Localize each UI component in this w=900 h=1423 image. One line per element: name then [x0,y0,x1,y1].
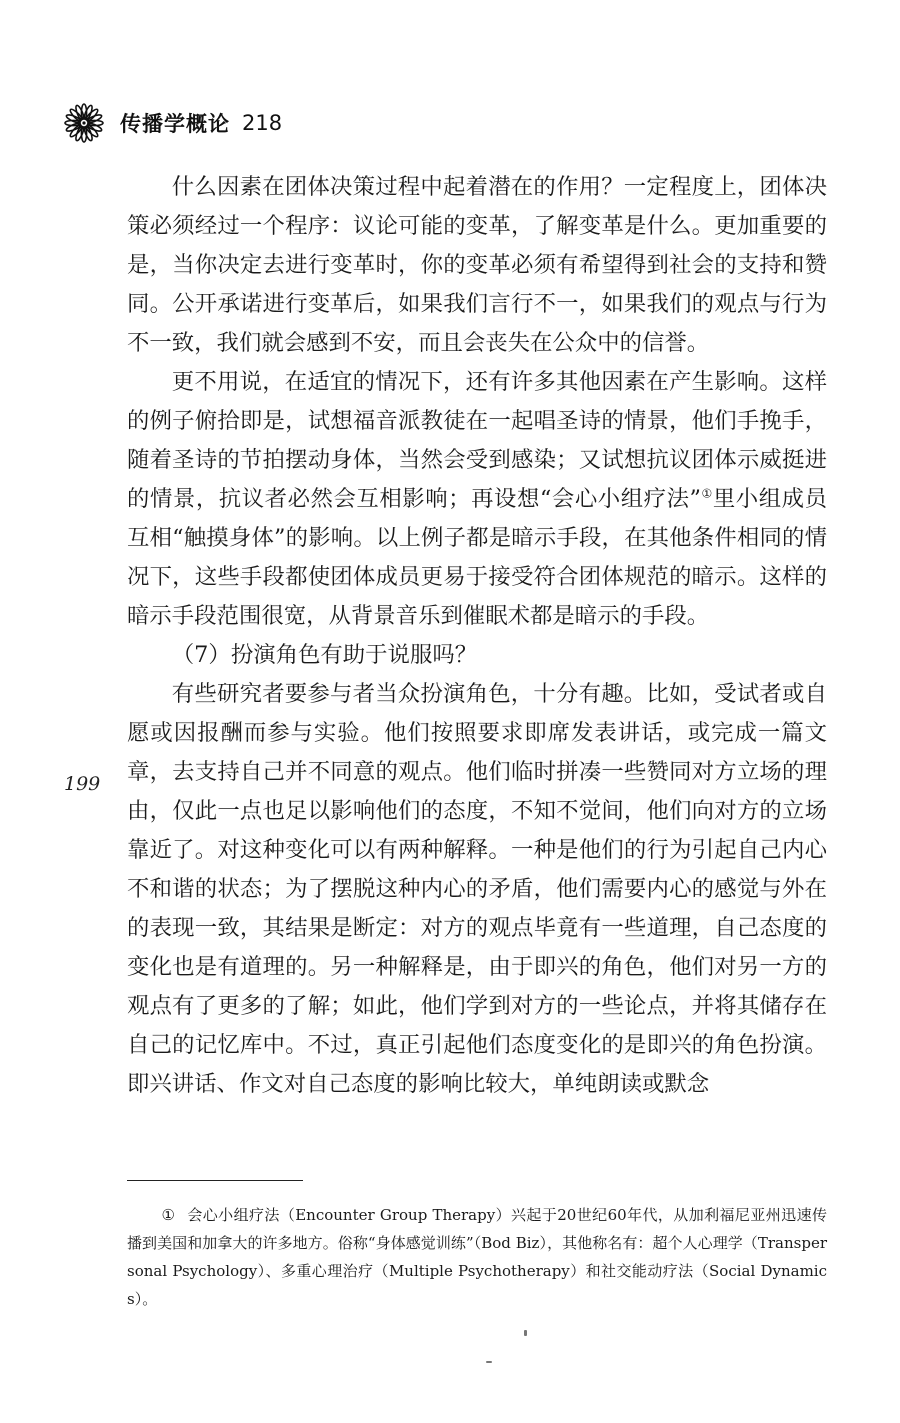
footnote-reference[interactable]: ① [700,486,713,501]
paragraph-other-factors [127,363,827,636]
paragraph-role-playing: 有些研究者要参与者当众扮演角色，十分有趣。比如，受试者或自愿或因报酬而参与实验。他们按照要求即席发表讲话，或完成一篇文章，去支持自己并不同意的观点。他们临时拼凑一些赞同对方立场的理由，仅此一点也足以影响他们的态度，不知不觉间，他们向对方的立场靠近了。对这种变化可以有两种解释。一种是他们的行为引起自己内心不和谐的状态；为了摆脱这种内心的矛盾，他们需要内心的感觉与外在的表现一致，其结果是断定：对方的观点毕竟有一些道理，自己态度的变化也是有道理的。另一种解释是，由于即兴的角色，他们对另一方的观点有了更多的了解；如此，他们学到对方的一些论点，并将其储存在自己的记忆库中。不过，真正引起他们态度变化的是即兴的角色扮演。即兴讲话、作文对自己态度的影响比较大，单纯朗读或默念 [127,681,827,1097]
original-page-number: 199 [64,773,101,795]
footnote-divider [127,1180,303,1181]
paragraph-group-decision: 什么因素在团体决策过程中起着潜在的作用？一定程度上，团体决策必须经过一个程序：议论可能的变革，了解变革是什么。更加重要的是，当你决定去进行变革时，你的变革必须有希望得到社会的支持和赞同。公开承诺进行变革后，如果我们言行不一，如果我们的观点与行为不一致，我们就会感到不安，而且会丧失在公众中的信誉。 [127,174,827,356]
page-number: 218 [242,111,283,135]
running-header [62,100,282,146]
footnotes [127,1201,827,1313]
paragraph-text-part: 更不用说，在适宜的情况下，还有许多其他因素在产生影响。这样的例子俯拾即是，试想福音派教徒在一起唱圣诗的情景，他们手挽手，随着圣诗的节拍摆动身体，当然会受到感染；又试想抗议团体示威挺进的情景，抗议者必然会互相影响；再设想“会心小组疗法” [127,369,827,512]
section-heading: （7）扮演角色有助于说服吗？ [171,642,478,668]
scan-speck [486,1361,492,1363]
footnote-text: 会心小组疗法（Encounter Group Therapy）兴起于20世纪60年代，从加利福尼亚州迅速传播到美国和加拿大的许多地方。俗称“身体感觉训练”（Bod Biz），其他称名有：超个人心理学（Transpersonal Psychology）、多重心理治疗（Multiple Psychotherapy）和社交能动疗法（Social Dynamics）。 [127,1206,827,1308]
main-text [127,168,827,1104]
book-title: 传播学概论 [120,112,230,136]
paragraph-text-part: 里小组成员互相“触摸身体”的影响。以上例子都是暗示手段，在其他条件相同的情况下，这些手段都使团体成员更易于接受符合团体规范的暗示。这样的暗示手段范围很宽，从背景音乐到催眠术都是暗示的手段。 [127,486,827,629]
footnote-item [127,1201,827,1313]
footnote-marker: ① [161,1206,176,1224]
chrysanthemum-ornament-icon [62,101,106,145]
scan-speck [524,1330,527,1336]
